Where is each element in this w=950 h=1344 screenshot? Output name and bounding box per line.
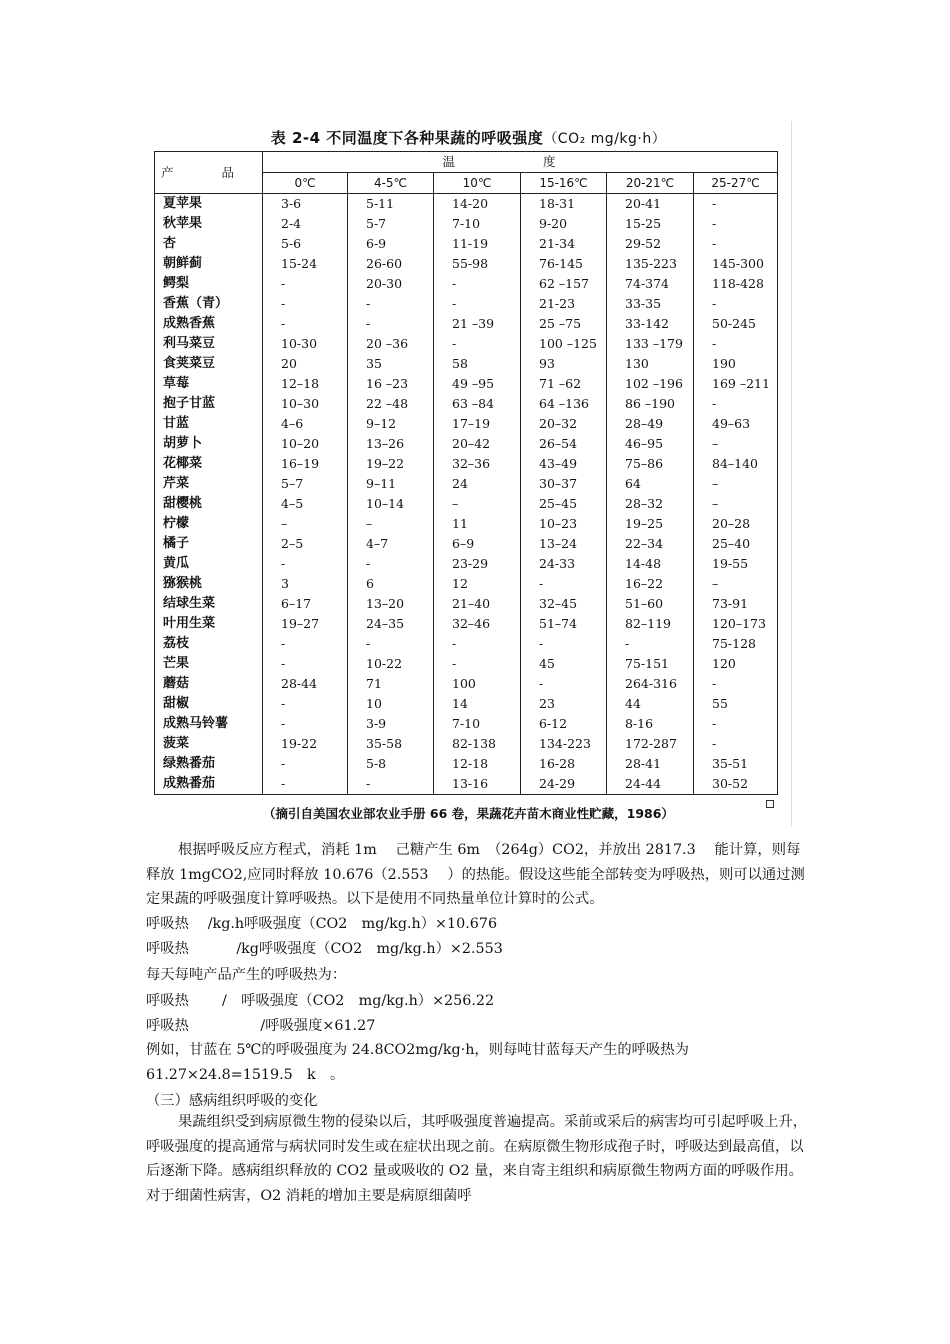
- table-cell: -: [263, 634, 348, 654]
- table-cell: 28–32: [607, 494, 694, 514]
- table-cell: 21-23: [521, 294, 607, 314]
- product-name: 胡萝卜: [155, 434, 263, 454]
- table-cell: 9–12: [348, 414, 434, 434]
- table-row: [155, 694, 778, 714]
- table-cell: 20–42: [434, 434, 521, 454]
- table-cell: -: [694, 714, 778, 734]
- table-cell: -: [694, 194, 778, 215]
- product-name: 秋苹果: [155, 214, 263, 234]
- table-cell: 3-6: [263, 194, 348, 215]
- table-cell: 21–40: [434, 594, 521, 614]
- table-cell: -: [263, 314, 348, 334]
- formula-1: 呼吸热 /kg.h呼吸强度（CO2 mg/kg.h）×10.676: [146, 916, 498, 932]
- table-cell: 14-48: [607, 554, 694, 574]
- table-cell: -: [434, 274, 521, 294]
- product-name: 菠菜: [155, 734, 263, 754]
- table-cell: 4–6: [263, 414, 348, 434]
- table-cell: -: [263, 694, 348, 714]
- table-cell: 8-16: [607, 714, 694, 734]
- table-cell: -: [694, 334, 778, 354]
- table-cell: 6: [348, 574, 434, 594]
- table-row: [155, 474, 778, 494]
- table-cell: 30-52: [694, 774, 778, 795]
- formula-2: 呼吸热 /kg呼吸强度（CO2 mg/kg.h）×2.553: [146, 941, 503, 957]
- table-cell: 13–26: [348, 434, 434, 454]
- table-cell: 5–7: [263, 474, 348, 494]
- table-cell: 51–60: [607, 594, 694, 614]
- table-cell: 12-18: [434, 754, 521, 774]
- table-cell: 82–119: [607, 614, 694, 634]
- table-cell: 19–27: [263, 614, 348, 634]
- table-figure: [146, 121, 792, 827]
- table-cell: 24: [434, 474, 521, 494]
- table-cell: -: [694, 674, 778, 694]
- product-name: 杏: [155, 234, 263, 254]
- product-name: 食荚菜豆: [155, 354, 263, 374]
- product-name: 黄瓜: [155, 554, 263, 574]
- table-cell: 28–49: [607, 414, 694, 434]
- product-name: 成熟马铃薯: [155, 714, 263, 734]
- table-cell: 10–20: [263, 434, 348, 454]
- paragraph-heat-calc-text: 根据呼吸反应方程式，消耗 1m 己糖产生 6m （264g）CO2，并放出 2817.3 能计算，则每释放 1mgCO2,应同时释放 10.676（2.553 ）的热能。假设这些能全部转变为呼吸热，则可以通过测定果蔬的呼吸强度计算呼吸热。以下是使用不同热量单位计算时的公式。: [146, 842, 805, 907]
- table-cell: -: [263, 714, 348, 734]
- table-cell: 28-44: [263, 674, 348, 694]
- table-cell: 35: [348, 354, 434, 374]
- table-cell: 10: [348, 694, 434, 714]
- table-cell: -: [694, 234, 778, 254]
- table-cell: 6-9: [348, 234, 434, 254]
- table-row: [155, 574, 778, 594]
- table-cell: 190: [694, 354, 778, 374]
- table-cell: 7-10: [434, 714, 521, 734]
- formula-3: 呼吸热 / 呼吸强度（CO2 mg/kg.h）×256.22: [146, 993, 495, 1009]
- table-cell: 172-287: [607, 734, 694, 754]
- product-name: 甜椒: [155, 694, 263, 714]
- product-name: 橘子: [155, 534, 263, 554]
- table-cell: 71 –62: [521, 374, 607, 394]
- table-cell: -: [521, 634, 607, 654]
- table-cell: 3-9: [348, 714, 434, 734]
- product-name: 荔枝: [155, 634, 263, 654]
- table-cell: 120: [694, 654, 778, 674]
- table-cell: 10–14: [348, 494, 434, 514]
- table-cell: -: [434, 334, 521, 354]
- product-name: 芒果: [155, 654, 263, 674]
- table-row: [155, 274, 778, 294]
- table-cell: 169 –211: [694, 374, 778, 394]
- table-cell: 33-35: [607, 294, 694, 314]
- product-name: 香蕉（青）: [155, 294, 263, 314]
- table-cell: 3: [263, 574, 348, 594]
- table-cell: 100: [434, 674, 521, 694]
- table-cell: 2-4: [263, 214, 348, 234]
- table-row: [155, 594, 778, 614]
- table-cell: 44: [607, 694, 694, 714]
- table-cell: -: [694, 294, 778, 314]
- table-cell: -: [434, 294, 521, 314]
- table-cell: 18-31: [521, 194, 607, 215]
- paragraph-diseased-tissue-text: 果蔬组织受到病原微生物的侵染以后，其呼吸强度普遍提高。采前或采后的病害均可引起呼吸上升，呼吸强度的提高通常与病状同时发生或在症状出现之前。在病原微生物形成孢子时，呼吸达到最高值，以后逐渐下降。感病组织释放的 CO2 量或吸收的 O2 量，来自寄主组织和病原微生物两方面的呼吸作用。对于细菌性病害，O2 消耗的增加主要是病原细菌呼: [146, 1114, 808, 1204]
- table-row: [155, 734, 778, 754]
- table-cell: 100 –125: [521, 334, 607, 354]
- table-cell: 64 –136: [521, 394, 607, 414]
- table-cell: –: [263, 514, 348, 534]
- temp-column-header: 15-16℃: [521, 173, 607, 194]
- table-cell: 26-60: [348, 254, 434, 274]
- table-cell: 134-223: [521, 734, 607, 754]
- table-cell: –: [694, 494, 778, 514]
- table-cell: 133 –179: [607, 334, 694, 354]
- table-cell: -: [694, 734, 778, 754]
- table-cell: 21-34: [521, 234, 607, 254]
- table-row: [155, 454, 778, 474]
- table-cell: 118-428: [694, 274, 778, 294]
- temp-column-header: 0℃: [263, 173, 348, 194]
- table-row: [155, 674, 778, 694]
- table-title-text: 表 2-4 不同温度下各种果蔬的呼吸强度: [270, 129, 544, 147]
- table-cell: 84–140: [694, 454, 778, 474]
- product-name: 芹菜: [155, 474, 263, 494]
- table-cell: –: [348, 514, 434, 534]
- table-cell: 12–18: [263, 374, 348, 394]
- table-cell: 86 –190: [607, 394, 694, 414]
- table-row: [155, 754, 778, 774]
- table-source: （摘引自美国农业部农业手册 66 卷，果蔬花卉苗木商业性贮藏，1986）: [263, 806, 674, 821]
- table-cell: 25–40: [694, 534, 778, 554]
- table-unit: （CO₂ mg/kg·h）: [543, 131, 667, 147]
- table-row: [155, 514, 778, 534]
- table-cell: 16–22: [607, 574, 694, 594]
- table-cell: 14: [434, 694, 521, 714]
- product-header: 产 品: [155, 152, 263, 194]
- table-row: [155, 434, 778, 454]
- table-cell: 16 –23: [348, 374, 434, 394]
- table-title: [146, 127, 791, 148]
- table-cell: 264-316: [607, 674, 694, 694]
- table-cell: 20–28: [694, 514, 778, 534]
- product-name: 甘蓝: [155, 414, 263, 434]
- table-row: [155, 334, 778, 354]
- table-cell: 28-41: [607, 754, 694, 774]
- table-cell: 19–22: [348, 454, 434, 474]
- table-row: [155, 614, 778, 634]
- table-cell: 130: [607, 354, 694, 374]
- table-row: [155, 714, 778, 734]
- table-cell: 16-28: [521, 754, 607, 774]
- table-cell: 2–5: [263, 534, 348, 554]
- table-cell: -: [434, 634, 521, 654]
- table-cell: 74-374: [607, 274, 694, 294]
- table-cell: 20–32: [521, 414, 607, 434]
- table-cell: 49 –95: [434, 374, 521, 394]
- temp-column-header: 4-5℃: [348, 173, 434, 194]
- table-cell: 120–173: [694, 614, 778, 634]
- table-row: [155, 374, 778, 394]
- table-cell: 20-41: [607, 194, 694, 215]
- table-cell: -: [263, 274, 348, 294]
- table-cell: 21 –39: [434, 314, 521, 334]
- product-name: 草莓: [155, 374, 263, 394]
- table-cell: -: [348, 314, 434, 334]
- respiration-table: [154, 151, 778, 795]
- table-cell: 12: [434, 574, 521, 594]
- temperature-header: 温 度: [263, 152, 778, 173]
- table-cell: 13-16: [434, 774, 521, 795]
- table-cell: -: [434, 654, 521, 674]
- table-row: [155, 354, 778, 374]
- table-cell: 75-128: [694, 634, 778, 654]
- table-cell: -: [521, 674, 607, 694]
- table-cell: 25–45: [521, 494, 607, 514]
- table-cell: 5-6: [263, 234, 348, 254]
- table-cell: 11-19: [434, 234, 521, 254]
- table-cell: 5-7: [348, 214, 434, 234]
- table-cell: 63 –84: [434, 394, 521, 414]
- table-cell: -: [348, 634, 434, 654]
- table-cell: 9-20: [521, 214, 607, 234]
- table-cell: 71: [348, 674, 434, 694]
- table-cell: 58: [434, 354, 521, 374]
- table-cell: 73-91: [694, 594, 778, 614]
- temp-column-header: 10℃: [434, 173, 521, 194]
- table-cell: 135-223: [607, 254, 694, 274]
- table-row: [155, 314, 778, 334]
- table-cell: 145-300: [694, 254, 778, 274]
- table-cell: 20 –36: [348, 334, 434, 354]
- table-row: [155, 234, 778, 254]
- table-row: [155, 394, 778, 414]
- table-cell: -: [263, 754, 348, 774]
- section-heading: （三）感病组织呼吸的变化: [146, 1093, 318, 1109]
- table-cell: 62 –157: [521, 274, 607, 294]
- table-cell: -: [607, 634, 694, 654]
- table-cell: -: [694, 214, 778, 234]
- table-cell: -: [348, 554, 434, 574]
- table-cell: 32–36: [434, 454, 521, 474]
- table-cell: 24-33: [521, 554, 607, 574]
- table-cell: 5-8: [348, 754, 434, 774]
- table-cell: 9–11: [348, 474, 434, 494]
- table-cell: 19-22: [263, 734, 348, 754]
- product-name: 成熟番茄: [155, 774, 263, 795]
- table-cell: 5-11: [348, 194, 434, 215]
- table-row: [155, 194, 778, 215]
- table-cell: 23-29: [434, 554, 521, 574]
- table-cell: 6-12: [521, 714, 607, 734]
- table-cell: 16–19: [263, 454, 348, 474]
- table-cell: 35-58: [348, 734, 434, 754]
- temp-column-header: 20-21℃: [607, 173, 694, 194]
- table-cell: 32–45: [521, 594, 607, 614]
- table-cell: 64: [607, 474, 694, 494]
- table-cell: 4–7: [348, 534, 434, 554]
- table-cell: 24-44: [607, 774, 694, 795]
- table-cell: -: [348, 294, 434, 314]
- table-cell: 23: [521, 694, 607, 714]
- table-cell: 6–9: [434, 534, 521, 554]
- table-cell: 15-25: [607, 214, 694, 234]
- table-cell: –: [694, 434, 778, 454]
- table-cell: 75–86: [607, 454, 694, 474]
- product-name: 柠檬: [155, 514, 263, 534]
- table-cell: -: [263, 294, 348, 314]
- product-name: 鳄梨: [155, 274, 263, 294]
- table-cell: 10-22: [348, 654, 434, 674]
- table-row: [155, 534, 778, 554]
- table-cell: 10–30: [263, 394, 348, 414]
- paragraph-heat-calc: [146, 838, 808, 912]
- table-cell: 15-24: [263, 254, 348, 274]
- table-cell: 17–19: [434, 414, 521, 434]
- product-name: 猕猴桃: [155, 574, 263, 594]
- table-row: [155, 214, 778, 234]
- table-cell: 30–37: [521, 474, 607, 494]
- table-cell: 35-51: [694, 754, 778, 774]
- table-cell: 10-30: [263, 334, 348, 354]
- table-row: [155, 294, 778, 314]
- table-cell: 46–95: [607, 434, 694, 454]
- table-cell: –: [434, 494, 521, 514]
- table-cell: 33-142: [607, 314, 694, 334]
- table-cell: 51–74: [521, 614, 607, 634]
- table-cell: 29-52: [607, 234, 694, 254]
- product-name: 甜樱桃: [155, 494, 263, 514]
- table-cell: 20-30: [348, 274, 434, 294]
- table-cell: 43–49: [521, 454, 607, 474]
- table-cell: 50-245: [694, 314, 778, 334]
- table-cell: -: [263, 654, 348, 674]
- table-row: [155, 554, 778, 574]
- table-cell: 26–54: [521, 434, 607, 454]
- table-cell: 19–25: [607, 514, 694, 534]
- table-row: [155, 414, 778, 434]
- table-cell: 82-138: [434, 734, 521, 754]
- table-cell: 4–5: [263, 494, 348, 514]
- resize-handle: [766, 800, 774, 808]
- product-name: 绿熟番茄: [155, 754, 263, 774]
- product-name: 叶用生菜: [155, 614, 263, 634]
- table-row: [155, 494, 778, 514]
- table-cell: 25 –75: [521, 314, 607, 334]
- table-cell: 24-29: [521, 774, 607, 795]
- product-name: 花椰菜: [155, 454, 263, 474]
- table-cell: 10–23: [521, 514, 607, 534]
- table-row: [155, 634, 778, 654]
- table-row: [155, 254, 778, 274]
- table-cell: 55: [694, 694, 778, 714]
- table-cell: -: [263, 554, 348, 574]
- table-cell: 13–20: [348, 594, 434, 614]
- product-name: 利马菜豆: [155, 334, 263, 354]
- table-cell: -: [694, 394, 778, 414]
- table-cell: 76-145: [521, 254, 607, 274]
- table-cell: 22 –48: [348, 394, 434, 414]
- table-cell: 75-151: [607, 654, 694, 674]
- table-cell: 7-10: [434, 214, 521, 234]
- table-cell: –: [694, 574, 778, 594]
- table-cell: 14-20: [434, 194, 521, 215]
- paragraph-diseased-tissue: [146, 1110, 808, 1208]
- product-name: 夏苹果: [155, 194, 263, 215]
- formula-intro: 每天每吨产品产生的呼吸热为：: [146, 967, 347, 983]
- table-cell: 22–34: [607, 534, 694, 554]
- temp-column-header: 25-27℃: [694, 173, 778, 194]
- table-cell: –: [694, 474, 778, 494]
- product-name: 成熟香蕉: [155, 314, 263, 334]
- table-cell: 13–24: [521, 534, 607, 554]
- table-cell: 102 –196: [607, 374, 694, 394]
- product-name: 结球生菜: [155, 594, 263, 614]
- table-cell: 11: [434, 514, 521, 534]
- table-cell: -: [521, 574, 607, 594]
- table-cell: 19-55: [694, 554, 778, 574]
- table-cell: 93: [521, 354, 607, 374]
- table-cell: -: [263, 774, 348, 795]
- table-cell: 49–63: [694, 414, 778, 434]
- product-name: 蘑菇: [155, 674, 263, 694]
- table-row: [155, 654, 778, 674]
- formula-4: 呼吸热 /呼吸强度×61.27: [146, 1018, 376, 1034]
- product-name: 抱子甘蓝: [155, 394, 263, 414]
- table-cell: 32–46: [434, 614, 521, 634]
- table-cell: -: [348, 774, 434, 795]
- table-cell: 55-98: [434, 254, 521, 274]
- table-row: [155, 774, 778, 795]
- product-name: 朝鲜蓟: [155, 254, 263, 274]
- table-cell: 20: [263, 354, 348, 374]
- table-cell: 6–17: [263, 594, 348, 614]
- table-cell: 45: [521, 654, 607, 674]
- table-cell: 24–35: [348, 614, 434, 634]
- example-paragraph: 例如，甘蓝在 5℃的呼吸强度为 24.8CO2mg/kg·h，则每吨甘蓝每天产生的呼吸热为 61.27×24.8=1519.5 k 。: [146, 1042, 689, 1083]
